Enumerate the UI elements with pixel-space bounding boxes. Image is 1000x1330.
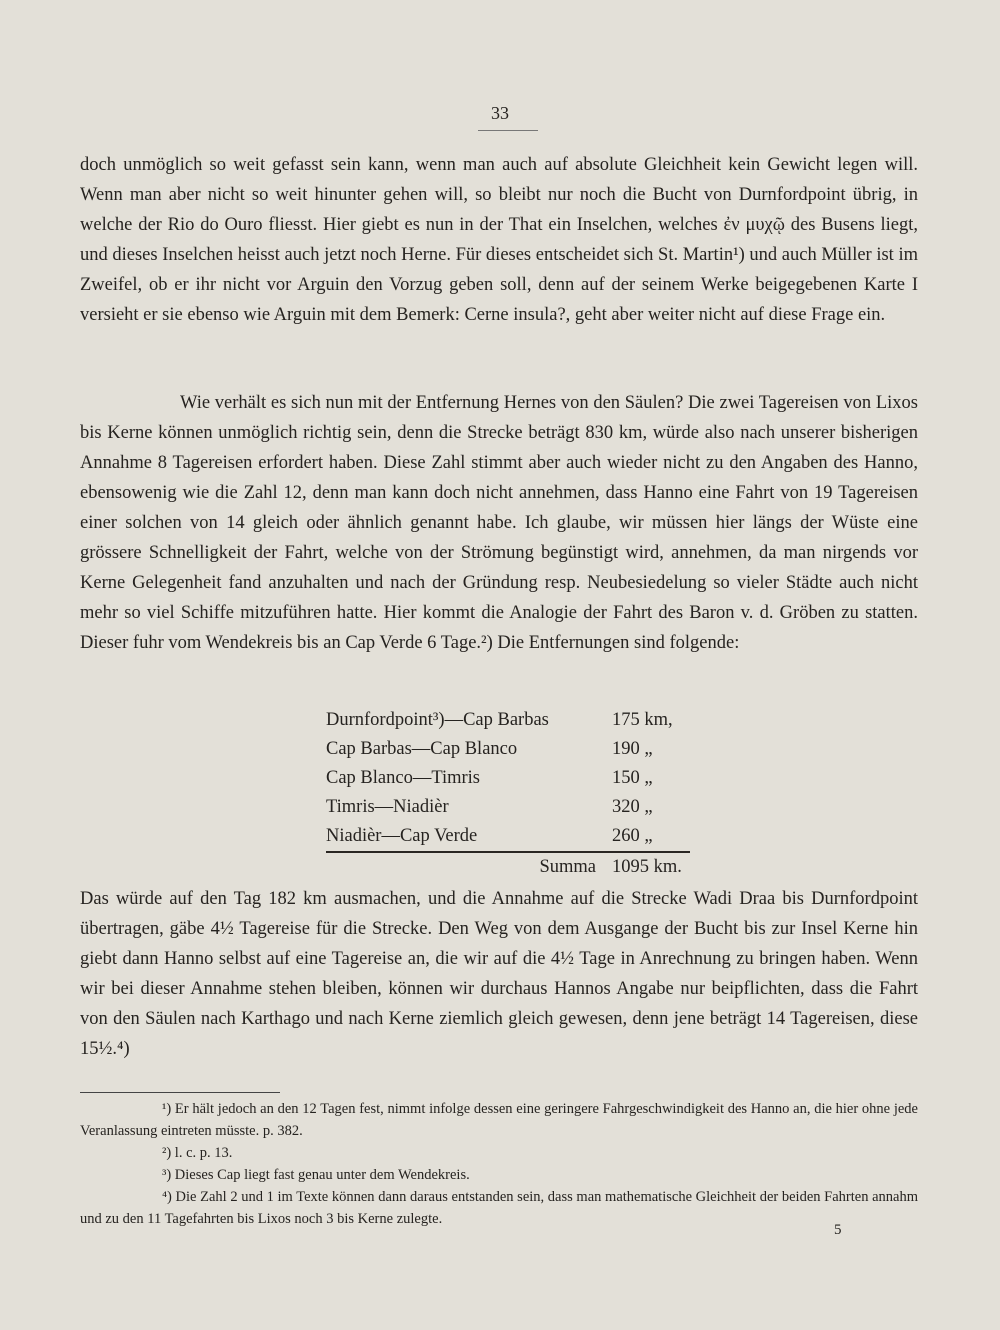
km-cell: 190 „	[612, 739, 653, 759]
signature-mark: 5	[834, 1222, 842, 1238]
footnote-rule	[80, 1092, 280, 1093]
footnote-4: ⁴) Die Zahl 2 und 1 im Texte können dann daraus entstanden sein, dass man mathematische Gleichheit der beiden Fahrten annahm und zu den 11 Tagefahrten bis Lixos noch 3 bis Kerne zulegte.	[80, 1189, 918, 1227]
distance-table	[326, 706, 690, 882]
sum-label: Summa	[326, 852, 612, 882]
paragraph-3: Das würde auf den Tag 182 km ausmachen, und die Annahme auf die Strecke Wadi Draa bis Durnfordpoint übertragen, gäbe 4½ Tagereise für die Strecke. Den Weg von dem Ausgange der Bucht bis zur Insel Kerne hin giebt dann Hanno selbst auf eine Tagereise an, die wir auf die 4½ Tage in Anrechnung zu bringen haben. Wenn wir bei dieser Annahme stehen bleiben, können wir durchaus Hannos Angabe nur beipflichten, dass die Fahrt von den Säulen nach Karthago und nach Kerne ziemlich gleich gewesen, denn jene beträgt 14 Tagereisen, diese 15½.⁴)	[80, 889, 918, 1059]
footnote-1: ¹) Er hält jedoch an den 12 Tagen fest, nimmt infolge dessen eine geringere Fahrgeschwindigkeit des Hanno an, die hier ohne jede Veranlassung eintreten müsste. p. 382.	[80, 1101, 918, 1139]
km-cell: 320 „	[612, 797, 653, 817]
paragraph-2: Wie verhält es sich nun mit der Entfernung Hernes von den Säulen? Die zwei Tagereisen von Lixos bis Kerne können unmöglich richtig sein, denn die Strecke beträgt 830 km, würde also nach unserer bisherigen Annahme 8 Tagereisen erfordert haben. Diese Zahl stimmt aber auch wieder nicht zu den Angaben des Hanno, ebensowenig wie die Zahl 12, denn man kann doch nicht annehmen, dass Hanno eine Fahrt von 19 Tagereisen einer solchen von 14 gleich oder ähnlich genannt habe. Ich glaube, wir müssen hier längs der Wüste eine grössere Schnelligkeit der Fahrt, welche von der Strömung begünstigt wird, annehmen, da man nirgends vor Kerne Gelegenheit fand anzuhalten und nach der Gründung resp. Neubesiedelung so vieler Städte auch nicht mehr so viel Schiffe mitzuführen hatte. Hier kommt die Analogie der Fahrt des Baron v. d. Gröben zu statten. Dieser fuhr vom Wendekreis bis an Cap Verde 6 Tage.²) Die Entfernungen sind folgende:	[80, 393, 918, 653]
table-row	[326, 822, 690, 852]
route-cell: Niadièr—Cap Verde	[326, 826, 478, 846]
page-number-rule	[478, 130, 538, 131]
paragraph-1: doch unmöglich so weit gefasst sein kann, wenn man auch auf absolute Gleichheit kein Gewicht legen will. Wenn man aber nicht so weit hinunter gehen will, so bleibt nur noch die Bucht von Durnfordpoint übrig, in welche der Rio do Ouro fliesst. Hier giebt es nun in der That ein Inselchen, welches ἐν μυχῷ des Busens liegt, und dieses Inselchen heisst auch jetzt noch Herne. Für dieses entscheidet sich St. Martin¹) und auch Müller ist im Zweifel, ob er ihr nicht vor Arguin den Vorzug geben soll, denn auf der seinem Werke beigegebenen Karte I versieht er sie ebenso wie Arguin mit dem Bemerk: Cerne insula?, geht aber weiter nicht auf diese Frage ein.	[80, 155, 918, 325]
table-row	[326, 793, 690, 822]
sum-row	[326, 852, 690, 882]
footnote-3: ³) Dieses Cap liegt fast genau unter dem Wendekreis.	[162, 1167, 470, 1183]
km-cell: 175 km,	[612, 710, 673, 730]
route-cell: Cap Barbas—Cap Blanco	[326, 739, 518, 759]
table-row	[326, 706, 690, 735]
footnote-2: ²) l. c. p. 13.	[162, 1145, 233, 1161]
route-cell: Cap Blanco—Timris	[326, 768, 481, 788]
sum-value: 1095 km.	[612, 852, 690, 882]
page-number: 33	[491, 103, 509, 123]
route-cell: Durnfordpoint³)—Cap Barbas	[326, 710, 549, 730]
footnotes	[80, 1098, 918, 1230]
km-cell: 150 „	[612, 768, 653, 788]
table-row	[326, 764, 690, 793]
table-row	[326, 735, 690, 764]
route-cell: Timris—Niadièr	[326, 797, 449, 817]
km-cell: 260 „	[612, 826, 653, 846]
